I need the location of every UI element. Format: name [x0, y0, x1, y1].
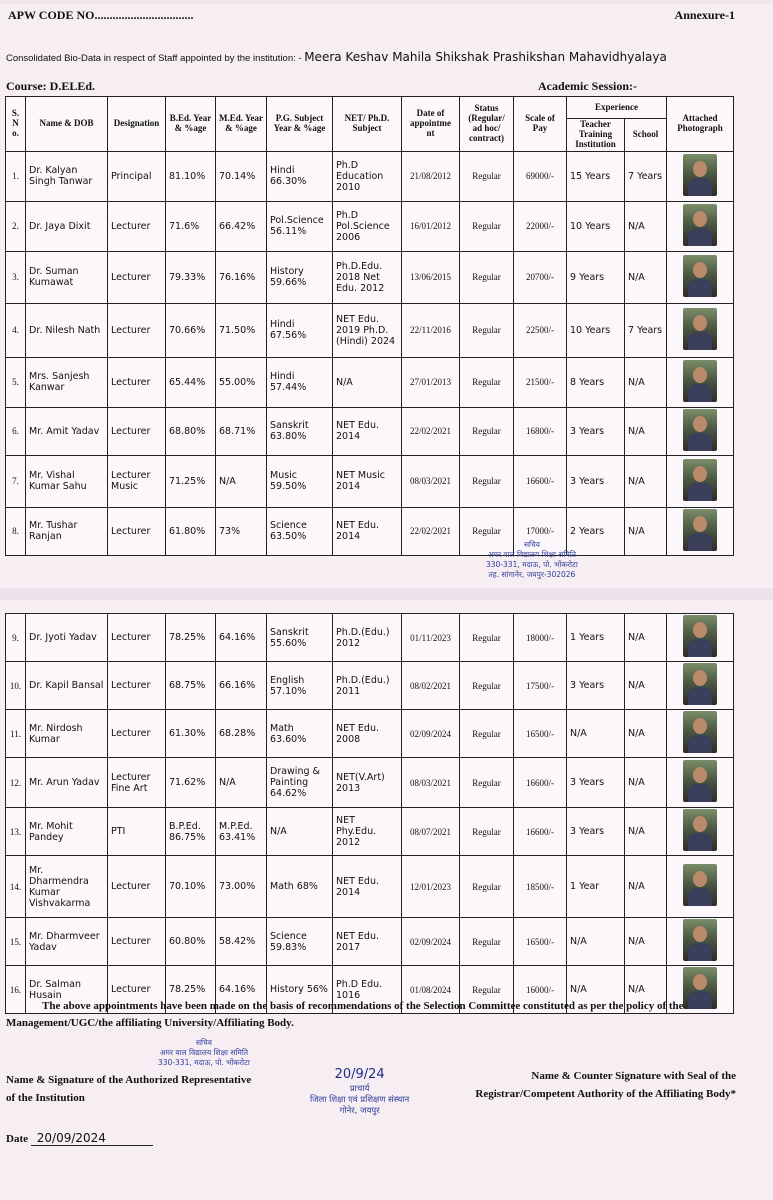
cell-net: Ph.D.Edu. 2018 Net Edu. 2012 — [333, 251, 402, 303]
cell-sno: 3. — [6, 251, 26, 303]
cell-status: Regular — [460, 856, 514, 918]
cell-date: 02/09/2024 — [402, 918, 460, 966]
cell-exp-tti: 1 Years — [567, 614, 625, 662]
cell-photo — [667, 758, 734, 808]
cell-status: Regular — [460, 614, 514, 662]
cell-pay: 16600/- — [514, 808, 567, 856]
cell-net: NET(V.Art) 2013 — [333, 758, 402, 808]
cell-name: Dr. Nilesh Nath — [26, 303, 108, 357]
left-signature-block: Name & Signature of the Authorized Representative of the Institution — [6, 1074, 252, 1104]
table-row — [6, 808, 734, 856]
cell-bed: 60.80% — [166, 918, 216, 966]
cell-status: Regular — [460, 758, 514, 808]
cell-pay: 16800/- — [514, 407, 567, 455]
cell-bed: 68.75% — [166, 662, 216, 710]
cell-name: Dr. Salman Husain — [26, 966, 108, 1014]
cell-pay: 18500/- — [514, 856, 567, 918]
cell-net: NET Music 2014 — [333, 455, 402, 507]
cell-exp-tti: N/A — [567, 966, 625, 1014]
page-break — [0, 588, 773, 600]
cell-designation: Lecturer — [108, 357, 166, 407]
stamp-principal: प्राचार्य — [349, 1083, 370, 1094]
header-net-phd: NET/ Ph.D. Subject — [333, 97, 402, 152]
staff-photo — [683, 308, 717, 350]
cell-exp-tti: 3 Years — [567, 662, 625, 710]
cell-bed: 68.80% — [166, 407, 216, 455]
cell-photo — [667, 662, 734, 710]
cell-bed: 78.25% — [166, 614, 216, 662]
cell-name: Dr. Jyoti Yadav — [26, 614, 108, 662]
cell-pay: 16000/- — [514, 966, 567, 1014]
society-stamp-bottom — [158, 1038, 250, 1068]
cell-sno: 11. — [6, 710, 26, 758]
date-label: Date — [6, 1133, 28, 1145]
table-row — [6, 758, 734, 808]
cell-bed: 70.66% — [166, 303, 216, 357]
cell-net: NET Edu. 2008 — [333, 710, 402, 758]
cell-med: 66.42% — [216, 201, 267, 251]
cell-pay: 18000/- — [514, 614, 567, 662]
cell-pg: Hindi 57.44% — [267, 357, 333, 407]
document-header — [8, 8, 735, 28]
cell-med: 66.16% — [216, 662, 267, 710]
cell-date: 22/02/2021 — [402, 507, 460, 555]
header-designation: Designation — [108, 97, 166, 152]
cell-name: Mr. Nirdosh Kumar — [26, 710, 108, 758]
consolidated-label: Consolidated Bio-Data in respect of Staff appointed by the institution: - — [6, 53, 305, 64]
cell-pg: N/A — [267, 808, 333, 856]
cell-med: 68.28% — [216, 710, 267, 758]
staff-table-part-1 — [5, 96, 734, 556]
cell-pg: History 59.66% — [267, 251, 333, 303]
cell-photo — [667, 201, 734, 251]
cell-sno: 1. — [6, 151, 26, 201]
cell-net: NET Edu. 2014 — [333, 856, 402, 918]
cell-med: M.P.Ed. 63.41% — [216, 808, 267, 856]
cell-sno: 6. — [6, 407, 26, 455]
cell-designation: Lecturer Fine Art — [108, 758, 166, 808]
stamp-society-name-bottom: अमर वाल विद्यालय शिक्षा समिति — [159, 1048, 249, 1058]
cell-designation: Lecturer — [108, 201, 166, 251]
cell-photo — [667, 856, 734, 918]
header-date-appointment: Date of appointme nt — [402, 97, 460, 152]
cell-exp-school: N/A — [625, 251, 667, 303]
cell-designation: PTI — [108, 808, 166, 856]
staff-photo — [683, 509, 717, 551]
cell-pay: 16500/- — [514, 918, 567, 966]
cell-bed: 71.25% — [166, 455, 216, 507]
cell-med: 55.00% — [216, 357, 267, 407]
cell-med: 58.42% — [216, 918, 267, 966]
cell-exp-tti: 9 Years — [567, 251, 625, 303]
cell-exp-school: N/A — [625, 966, 667, 1014]
annexure-label: Annexure-1 — [674, 8, 735, 22]
cell-name: Mr. Arun Yadav — [26, 758, 108, 808]
cell-photo — [667, 251, 734, 303]
cell-pay: 21500/- — [514, 357, 567, 407]
cell-pg: Music 59.50% — [267, 455, 333, 507]
cell-designation: Lecturer — [108, 662, 166, 710]
cell-name: Mr. Vishal Kumar Sahu — [26, 455, 108, 507]
header-pg-subject: P.G. Subject Year & %age — [267, 97, 333, 152]
table-row — [6, 710, 734, 758]
institution-name: Meera Keshav Mahila Shikshak Prashikshan Mahavidhyalaya — [304, 50, 667, 64]
stamp-society-name: अमर वाल विद्यालय शिक्षा समिति — [487, 550, 577, 560]
cell-med: N/A — [216, 455, 267, 507]
cell-pg: History 56% — [267, 966, 333, 1014]
handwritten-date-sign: 20/9/24 — [334, 1067, 385, 1082]
cell-designation: Lecturer — [108, 966, 166, 1014]
header-exp-school: School — [625, 119, 667, 152]
staff-photo — [683, 711, 717, 753]
cell-bed: 79.33% — [166, 251, 216, 303]
cell-sno: 10. — [6, 662, 26, 710]
cell-photo — [667, 455, 734, 507]
cell-exp-school: N/A — [625, 710, 667, 758]
cell-med: 68.71% — [216, 407, 267, 455]
stamp-secretary: सचिव — [523, 540, 540, 549]
staff-photo — [683, 409, 717, 451]
cell-photo — [667, 614, 734, 662]
cell-pay: 16600/- — [514, 758, 567, 808]
cell-name: Dr. Suman Kumawat — [26, 251, 108, 303]
cell-date: 12/01/2023 — [402, 856, 460, 918]
staff-rows-part-2 — [6, 614, 734, 1014]
cell-status: Regular — [460, 407, 514, 455]
cell-sno: 9. — [6, 614, 26, 662]
cell-net: NET Phy.Edu. 2012 — [333, 808, 402, 856]
cell-name: Dr. Jaya Dixit — [26, 201, 108, 251]
cell-sno: 16. — [6, 966, 26, 1014]
table-row — [6, 201, 734, 251]
cell-date: 22/02/2021 — [402, 407, 460, 455]
table-row — [6, 856, 734, 918]
staff-photo — [683, 459, 717, 501]
cell-status: Regular — [460, 918, 514, 966]
cell-exp-tti: 1 Year — [567, 856, 625, 918]
cell-exp-school: N/A — [625, 808, 667, 856]
cell-pg: Sanskrit 63.80% — [267, 407, 333, 455]
staff-rows-part-1 — [6, 151, 734, 555]
cell-bed: 71.62% — [166, 758, 216, 808]
cell-status: Regular — [460, 357, 514, 407]
header-sno: S. N o. — [6, 97, 26, 152]
stamp-society-address: 330-331, मदाऊ, पो. भोंकरोटा — [486, 560, 578, 570]
cell-med: 64.16% — [216, 966, 267, 1014]
cell-bed: 78.25% — [166, 966, 216, 1014]
cell-pg: Science 63.50% — [267, 507, 333, 555]
cell-med: 73% — [216, 507, 267, 555]
cell-exp-school: N/A — [625, 758, 667, 808]
cell-pay: 17500/- — [514, 662, 567, 710]
cell-photo — [667, 507, 734, 555]
cell-name: Mr. Tushar Ranjan — [26, 507, 108, 555]
cell-net: N/A — [333, 357, 402, 407]
academic-session-label: Academic Session:- — [538, 79, 637, 93]
cell-pg: Math 68% — [267, 856, 333, 918]
header-exp-teacher-training: Teacher Training Institution — [567, 119, 625, 152]
cell-date: 16/01/2012 — [402, 201, 460, 251]
cell-bed: 70.10% — [166, 856, 216, 918]
cell-date: 08/03/2021 — [402, 758, 460, 808]
cell-exp-tti: 3 Years — [567, 455, 625, 507]
cell-net: Ph.D.(Edu.) 2011 — [333, 662, 402, 710]
cell-date: 13/06/2015 — [402, 251, 460, 303]
cell-status: Regular — [460, 808, 514, 856]
cell-designation: Lecturer — [108, 303, 166, 357]
society-stamp-top — [486, 540, 578, 581]
staff-photo — [683, 864, 717, 906]
stamp-society-pin: तह. सांगानेर, जयपुर-302026 — [488, 570, 576, 580]
cell-pay: 16600/- — [514, 455, 567, 507]
right-signature-block: Name & Counter Signature with Seal of the Registrar/Competent Authority of the Affiliating Body* — [475, 1070, 736, 1100]
cell-pay: 22500/- — [514, 303, 567, 357]
cell-designation: Lecturer — [108, 251, 166, 303]
cell-sno: 12. — [6, 758, 26, 808]
stamp-institute-place: गोनेर, जयपुर — [339, 1106, 380, 1117]
cell-bed: 81.10% — [166, 151, 216, 201]
cell-status: Regular — [460, 201, 514, 251]
cell-net: NET Edu. 2017 — [333, 918, 402, 966]
cell-net: Ph.D Pol.Science 2006 — [333, 201, 402, 251]
cell-pay: 17000/- — [514, 507, 567, 555]
cell-pg: Sanskrit 55.60% — [267, 614, 333, 662]
cell-exp-tti: 10 Years — [567, 201, 625, 251]
cell-date: 08/07/2021 — [402, 808, 460, 856]
table-row — [6, 455, 734, 507]
consolidated-line — [6, 50, 667, 64]
staff-photo — [683, 255, 717, 297]
header-experience: Experience — [567, 97, 667, 119]
cell-name: Mr. Mohit Pandey — [26, 808, 108, 856]
stamp-institute-hi: जिला शिक्षा एवं प्रशिक्षण संस्थान — [310, 1095, 410, 1106]
table-row — [6, 151, 734, 201]
staff-photo — [683, 154, 717, 196]
header-bed: B.Ed. Year & %age — [166, 97, 216, 152]
table-row — [6, 251, 734, 303]
cell-exp-school: N/A — [625, 614, 667, 662]
cell-pg: Hindi 67.56% — [267, 303, 333, 357]
cell-exp-school: 7 Years — [625, 303, 667, 357]
cell-exp-tti: 3 Years — [567, 407, 625, 455]
cell-sno: 7. — [6, 455, 26, 507]
cell-name: Mr. Amit Yadav — [26, 407, 108, 455]
cell-net: Ph.D.(Edu.) 2012 — [333, 614, 402, 662]
table-row — [6, 614, 734, 662]
cell-status: Regular — [460, 251, 514, 303]
cell-designation: Lecturer — [108, 507, 166, 555]
header-name-dob: Name & DOB — [26, 97, 108, 152]
cell-date: 08/02/2021 — [402, 662, 460, 710]
cell-exp-tti: 3 Years — [567, 808, 625, 856]
cell-exp-tti: 8 Years — [567, 357, 625, 407]
cell-sno: 8. — [6, 507, 26, 555]
table-row — [6, 357, 734, 407]
cell-exp-tti: 3 Years — [567, 758, 625, 808]
staff-photo — [683, 809, 717, 851]
cell-status: Regular — [460, 455, 514, 507]
cell-exp-tti: N/A — [567, 918, 625, 966]
cell-exp-school: N/A — [625, 507, 667, 555]
cell-pg: English 57.10% — [267, 662, 333, 710]
cell-pg: Pol.Science 56.11% — [267, 201, 333, 251]
date-row — [6, 1131, 153, 1146]
staff-photo — [683, 663, 717, 705]
cell-bed: 61.80% — [166, 507, 216, 555]
cell-name: Mrs. Sanjesh Kanwar — [26, 357, 108, 407]
cell-med: 76.16% — [216, 251, 267, 303]
staff-table-part-2 — [5, 613, 734, 1014]
cell-sno: 5. — [6, 357, 26, 407]
cell-designation: Lecturer — [108, 710, 166, 758]
cell-exp-school: N/A — [625, 918, 667, 966]
cell-photo — [667, 151, 734, 201]
cell-pay: 22000/- — [514, 201, 567, 251]
cell-date: 02/09/2024 — [402, 710, 460, 758]
cell-exp-tti: 2 Years — [567, 507, 625, 555]
table-row — [6, 407, 734, 455]
cell-status: Regular — [460, 151, 514, 201]
cell-exp-school: N/A — [625, 856, 667, 918]
cell-sno: 2. — [6, 201, 26, 251]
cell-status: Regular — [460, 507, 514, 555]
cell-exp-school: N/A — [625, 201, 667, 251]
cell-date: 21/08/2012 — [402, 151, 460, 201]
cell-sno: 15. — [6, 918, 26, 966]
cell-exp-school: N/A — [625, 455, 667, 507]
appointment-note: The above appointments have been made on the basis of recommendations of the Selection Committee constituted as per the policy of the Management/UGC/the affiliating University/Affiliating Body. — [6, 1000, 684, 1030]
cell-bed: 65.44% — [166, 357, 216, 407]
cell-med: 64.16% — [216, 614, 267, 662]
cell-date: 01/11/2023 — [402, 614, 460, 662]
header-status: Status (Regular/ ad hoc/ contract) — [460, 97, 514, 152]
cell-sno: 14. — [6, 856, 26, 918]
cell-exp-school: 7 Years — [625, 151, 667, 201]
stamp-society-address-bottom: 330-331, मदाऊ, पो. भोंकरोटा — [158, 1058, 250, 1068]
header-scale-of-pay: Scale of Pay — [514, 97, 567, 152]
cell-sno: 13. — [6, 808, 26, 856]
cell-exp-school: N/A — [625, 407, 667, 455]
cell-designation: Lecturer — [108, 918, 166, 966]
cell-designation: Principal — [108, 151, 166, 201]
cell-exp-tti: 10 Years — [567, 303, 625, 357]
cell-photo — [667, 303, 734, 357]
cell-exp-tti: 15 Years — [567, 151, 625, 201]
cell-name: Mr. Dharmendra Kumar Vishvakarma — [26, 856, 108, 918]
cell-net: NET Edu. 2019 Ph.D.(Hindi) 2024 — [333, 303, 402, 357]
cell-pg: Science 59.83% — [267, 918, 333, 966]
cell-status: Regular — [460, 303, 514, 357]
staff-photo — [683, 360, 717, 402]
cell-sno: 4. — [6, 303, 26, 357]
cell-date: 22/11/2016 — [402, 303, 460, 357]
principal-stamp — [310, 1066, 409, 1118]
cell-bed: 71.6% — [166, 201, 216, 251]
cell-date: 27/01/2013 — [402, 357, 460, 407]
cell-bed: 61.30% — [166, 710, 216, 758]
cell-status: Regular — [460, 966, 514, 1014]
staff-photo — [683, 204, 717, 246]
cell-date: 08/03/2021 — [402, 455, 460, 507]
staff-photo — [683, 760, 717, 802]
course-label: Course: D.ELEd. — [6, 79, 96, 93]
cell-bed: B.P.Ed. 86.75% — [166, 808, 216, 856]
cell-net: NET Edu. 2014 — [333, 407, 402, 455]
cell-med: 71.50% — [216, 303, 267, 357]
cell-pg: Drawing & Painting 64.62% — [267, 758, 333, 808]
header-photo: Attached Photograph — [667, 97, 734, 152]
page-top-strip — [0, 0, 773, 4]
staff-photo — [683, 919, 717, 961]
cell-net: Ph.D Edu. 1016 — [333, 966, 402, 1014]
cell-pay: 16500/- — [514, 710, 567, 758]
cell-exp-school: N/A — [625, 357, 667, 407]
cell-name: Dr. Kalyan Singh Tanwar — [26, 151, 108, 201]
cell-photo — [667, 918, 734, 966]
date-value: 20/09/2024 — [31, 1131, 153, 1146]
stamp-secretary-bottom: सचिव — [195, 1038, 212, 1047]
staff-photo — [683, 615, 717, 657]
cell-date: 01/08/2024 — [402, 966, 460, 1014]
cell-med: 70.14% — [216, 151, 267, 201]
cell-pay: 20700/- — [514, 251, 567, 303]
table-row — [6, 918, 734, 966]
cell-pay: 69000/- — [514, 151, 567, 201]
cell-designation: Lecturer Music — [108, 455, 166, 507]
cell-med: N/A — [216, 758, 267, 808]
cell-name: Dr. Kapil Bansal — [26, 662, 108, 710]
cell-designation: Lecturer — [108, 614, 166, 662]
cell-designation: Lecturer — [108, 407, 166, 455]
cell-name: Mr. Dharmveer Yadav — [26, 918, 108, 966]
cell-status: Regular — [460, 710, 514, 758]
cell-exp-school: N/A — [625, 662, 667, 710]
cell-photo — [667, 710, 734, 758]
cell-status: Regular — [460, 662, 514, 710]
cell-photo — [667, 357, 734, 407]
cell-pg: Hindi 66.30% — [267, 151, 333, 201]
cell-med: 73.00% — [216, 856, 267, 918]
cell-pg: Math 63.60% — [267, 710, 333, 758]
cell-photo — [667, 808, 734, 856]
table-row — [6, 662, 734, 710]
table-row — [6, 303, 734, 357]
apw-code: APW CODE NO................................. — [8, 8, 194, 22]
cell-net: Ph.D Education 2010 — [333, 151, 402, 201]
header-med: M.Ed. Year & %age — [216, 97, 267, 152]
table-row — [6, 507, 734, 555]
cell-net: NET Edu. 2014 — [333, 507, 402, 555]
cell-designation: Lecturer — [108, 856, 166, 918]
cell-photo — [667, 407, 734, 455]
cell-exp-tti: N/A — [567, 710, 625, 758]
